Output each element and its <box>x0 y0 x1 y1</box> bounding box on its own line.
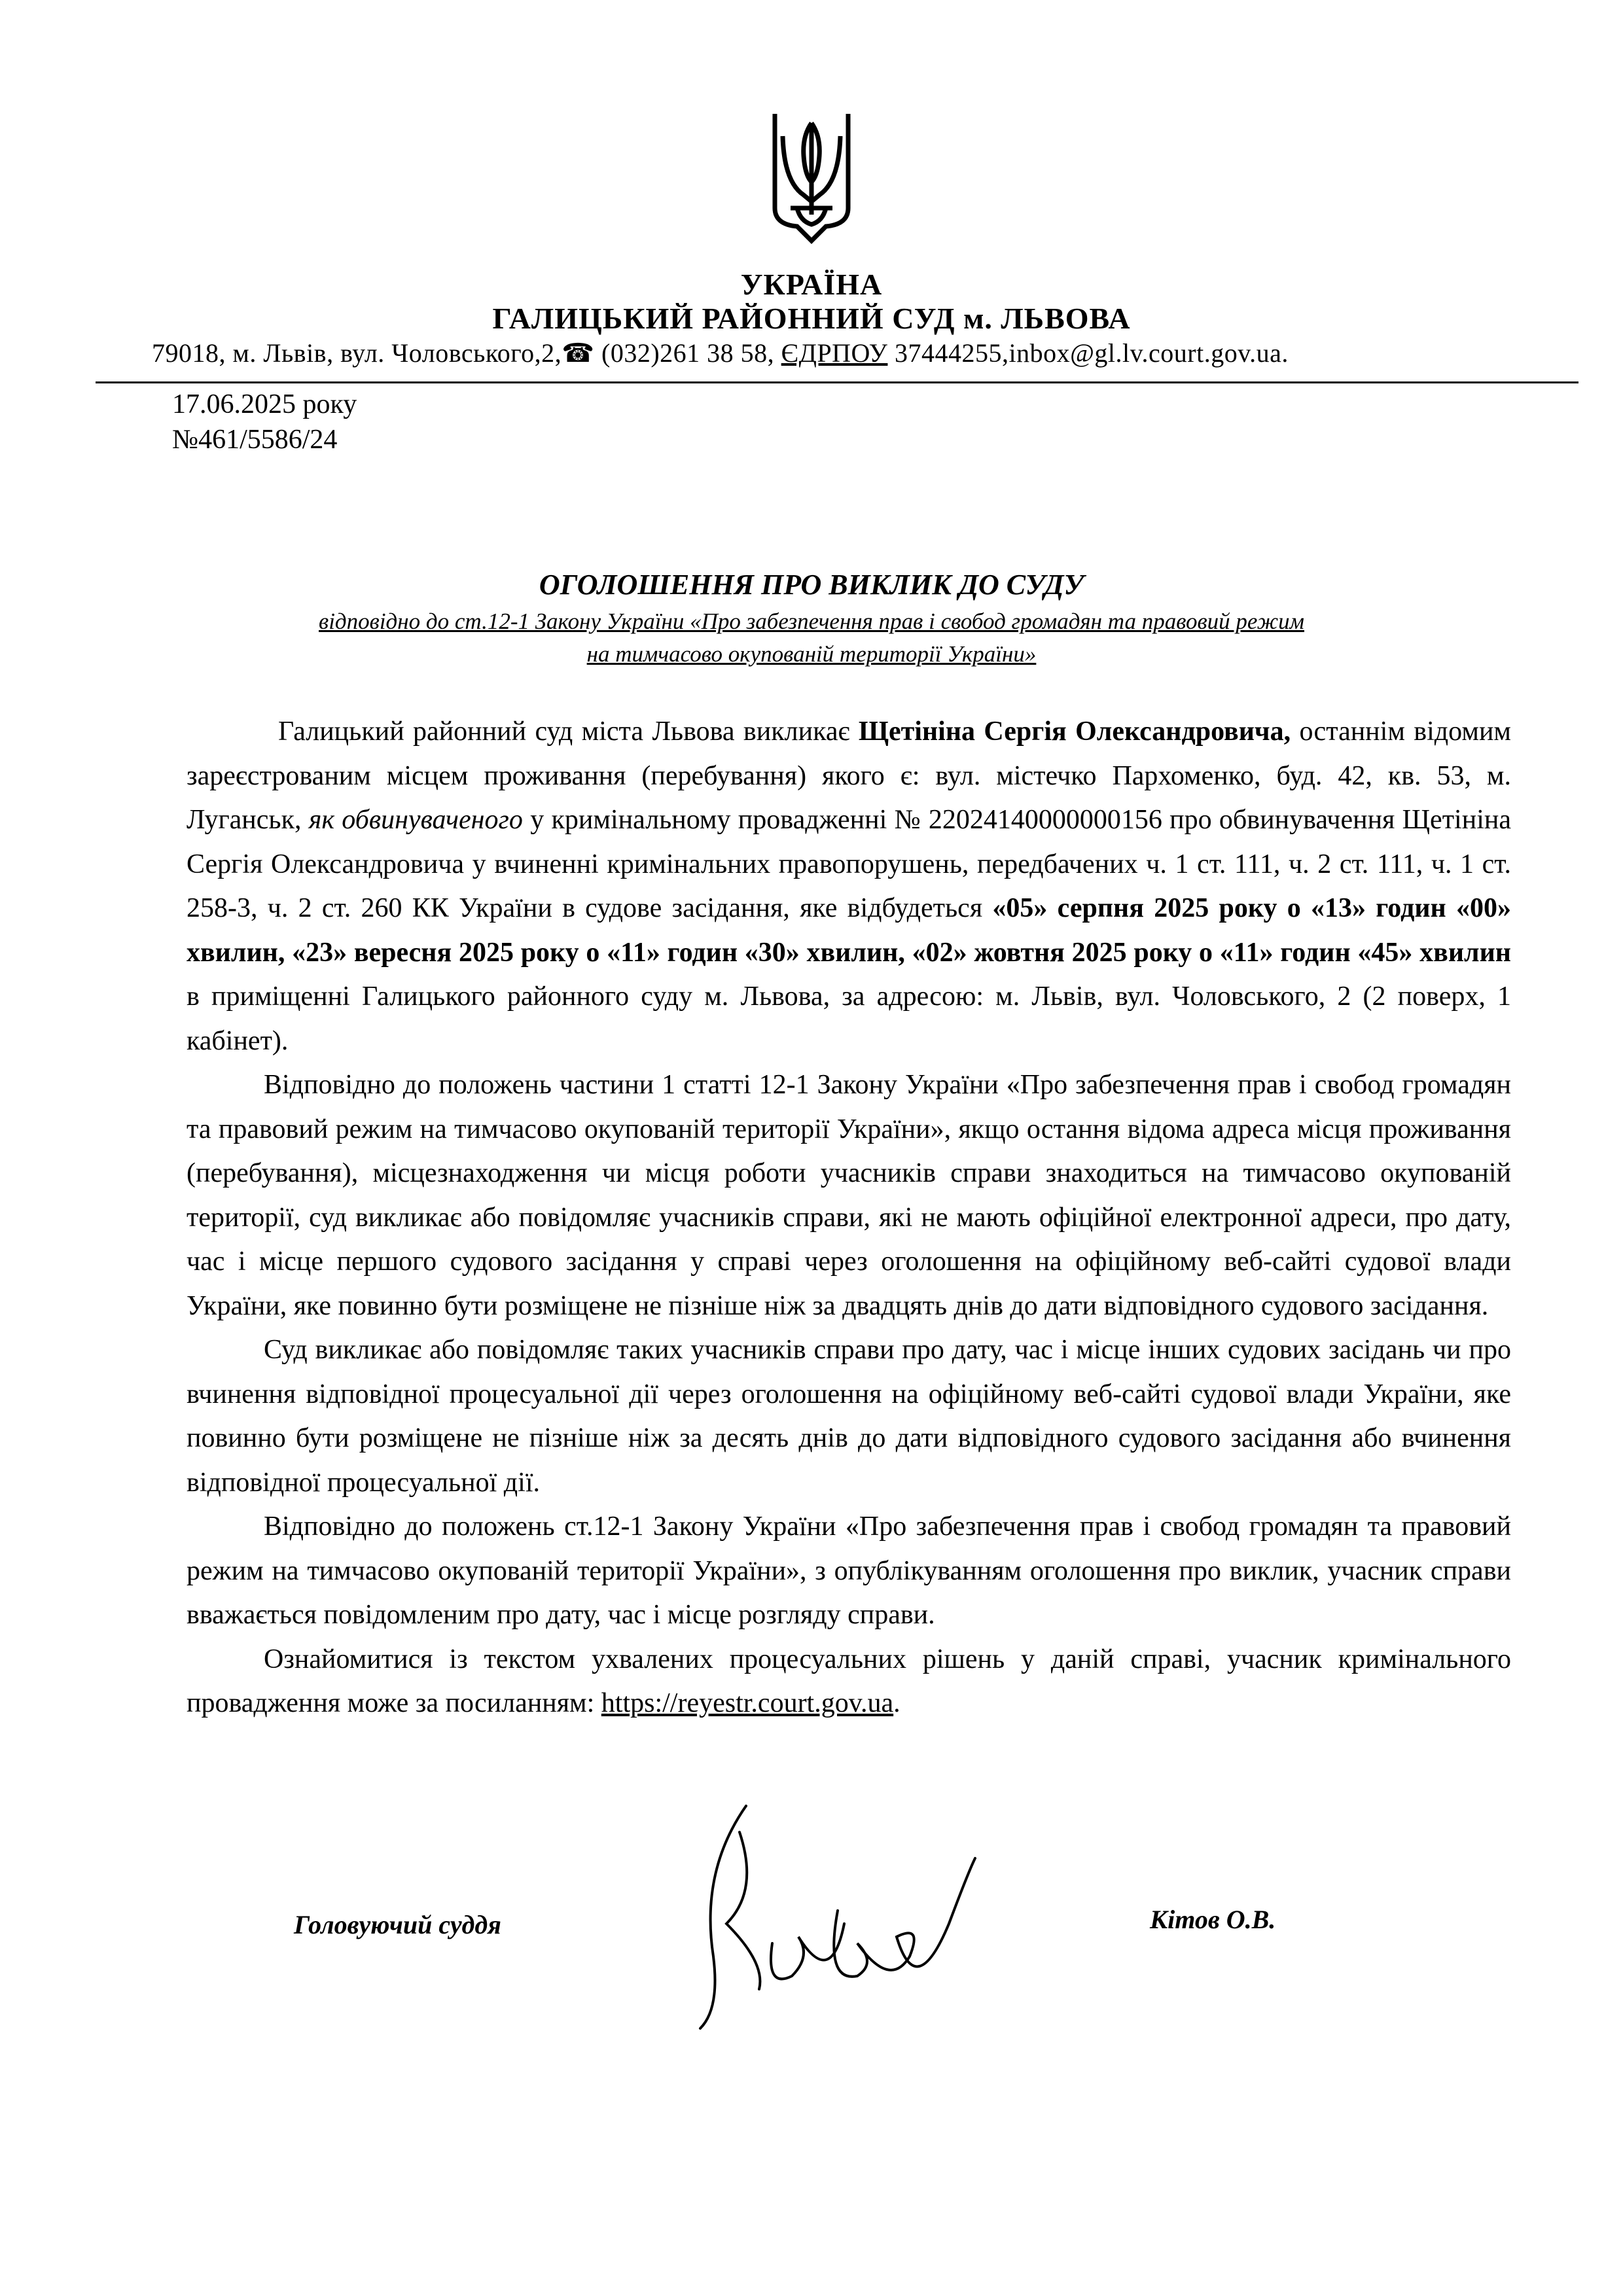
country-heading: УКРАЇНА <box>740 268 883 301</box>
document-title: ОГОЛОШЕННЯ ПРО ВИКЛИК ДО СУДУ <box>539 569 1084 601</box>
accused-name: Щетініна Сергія Олександровича, <box>858 716 1291 747</box>
court-phone: (032)261 38 58, <box>601 338 775 368</box>
header-divider <box>96 381 1578 383</box>
text: в приміщенні Галицького районного суду м. Львова, за адресою: м. Львів, вул. Чоловського, 2 (2 поверх, 1 кабінет). <box>187 981 1511 1056</box>
subtitle-line-1: відповідно до ст.12-1 Закону України «Про забезпечення прав і свобод громадян та правовий режим <box>319 609 1304 634</box>
presiding-judge-label: Головуючий суддя <box>294 1910 501 1939</box>
paragraph-law-basis: Відповідно до положень частини 1 статті 12-1 Закону України «Про забезпечення прав і свобод громадян та правовий режим на тимчасово окупованій території України», якщо остання відома адреса місця проживання (перебування), місцезнаходження чи місця роботи учасників справи знаходиться на тимчасово окупованій території, суд викликає або повідомляє учасників справи, які не мають офіційної електронної адреси, про дату, час і місце першого судового засідання у справі через оголошення на офіційному веб-сайті судової влади України, яке повинно бути розміщене не пізніше ніж за двадцять днів до дати відповідного судового засідання. <box>187 1070 1511 1321</box>
notice-body <box>187 710 1511 1726</box>
subtitle-line-2: на тимчасово окупованій території України» <box>586 641 1037 667</box>
court-name-heading: ГАЛИЦЬКИЙ РАЙОННИЙ СУД м. ЛЬВОВА <box>492 302 1131 335</box>
paragraph-other-hearings: Суд викликає або повідомляє таких учасників справи про дату, час і місце інших судових засідань чи про вчинення відповідної процесуальної дії через оголошення на офіційному веб-сайті судової влади України, яке повинно бути розміщене не пізніше ніж за десять днів до дати відповідного судового засідання або вчинення відповідної процесуальної дії. <box>187 1335 1511 1498</box>
phone-icon: ☎ <box>562 338 595 368</box>
text: . <box>893 1688 901 1718</box>
court-contacts <box>152 338 1565 368</box>
document-date: 17.06.2025 року <box>172 389 357 419</box>
edrpou-email: 37444255,inbox@gl.lv.court.gov.ua. <box>894 338 1289 368</box>
hearing-dates: «05» серпня 2025 року о «13» годин «00» хвилин, «23» вересня 2025 року о «11» годин «30» хвилин, «02» жовтня 2025 року о «11» годин «45» хвилин <box>187 893 1511 968</box>
state-emblem-trident-icon <box>771 110 852 244</box>
text: Галицький районний суд міста Львова викликає <box>278 716 859 747</box>
accused-role: як обвинуваченого <box>308 805 523 835</box>
text: останнім відомим зареєстрованим місцем проживання (перебування) якого є: вул. містечко Пархоменко, буд. 42, кв. 53, м. Луганськ, <box>187 716 1511 835</box>
text: Ознайомитися із текстом ухвалених процесуальних рішень у даній справі, учасник кримінального провадження може за посиланням: <box>187 1644 1511 1718</box>
presiding-judge-name: Кітов О.В. <box>1150 1905 1276 1934</box>
paragraph-registry <box>187 1638 1511 1726</box>
court-address: 79018, м. Львів, вул. Чоловського,2, <box>152 338 562 368</box>
case-number: №461/5586/24 <box>172 425 338 455</box>
edrpou-label: ЄДРПОУ <box>781 338 888 368</box>
text: у кримінальному провадженні № 22024140000000156 про обвинувачення Щетініна Сергія Олександровича у вчиненні кримінальних правопорушень, передбачених ч. 1 ст. 111, ч. 2 ст. 111, ч. 1 ст. 258-3, ч. 2 ст. 260 КК України в судове засідання, яке відбудеться <box>187 805 1511 923</box>
paragraph-summons <box>187 710 1511 1063</box>
paragraph-notified: Відповідно до положень ст.12-1 Закону України «Про забезпечення прав і свобод громадян та правовий режим на тимчасово окупованій території України», з опублікуванням оголошення про виклик, учасник справи вважається повідомленим про дату, час і місце розгляду справи. <box>187 1511 1511 1630</box>
judge-signature <box>661 1793 988 2035</box>
registry-link[interactable]: https://reyestr.court.gov.ua <box>601 1688 894 1718</box>
